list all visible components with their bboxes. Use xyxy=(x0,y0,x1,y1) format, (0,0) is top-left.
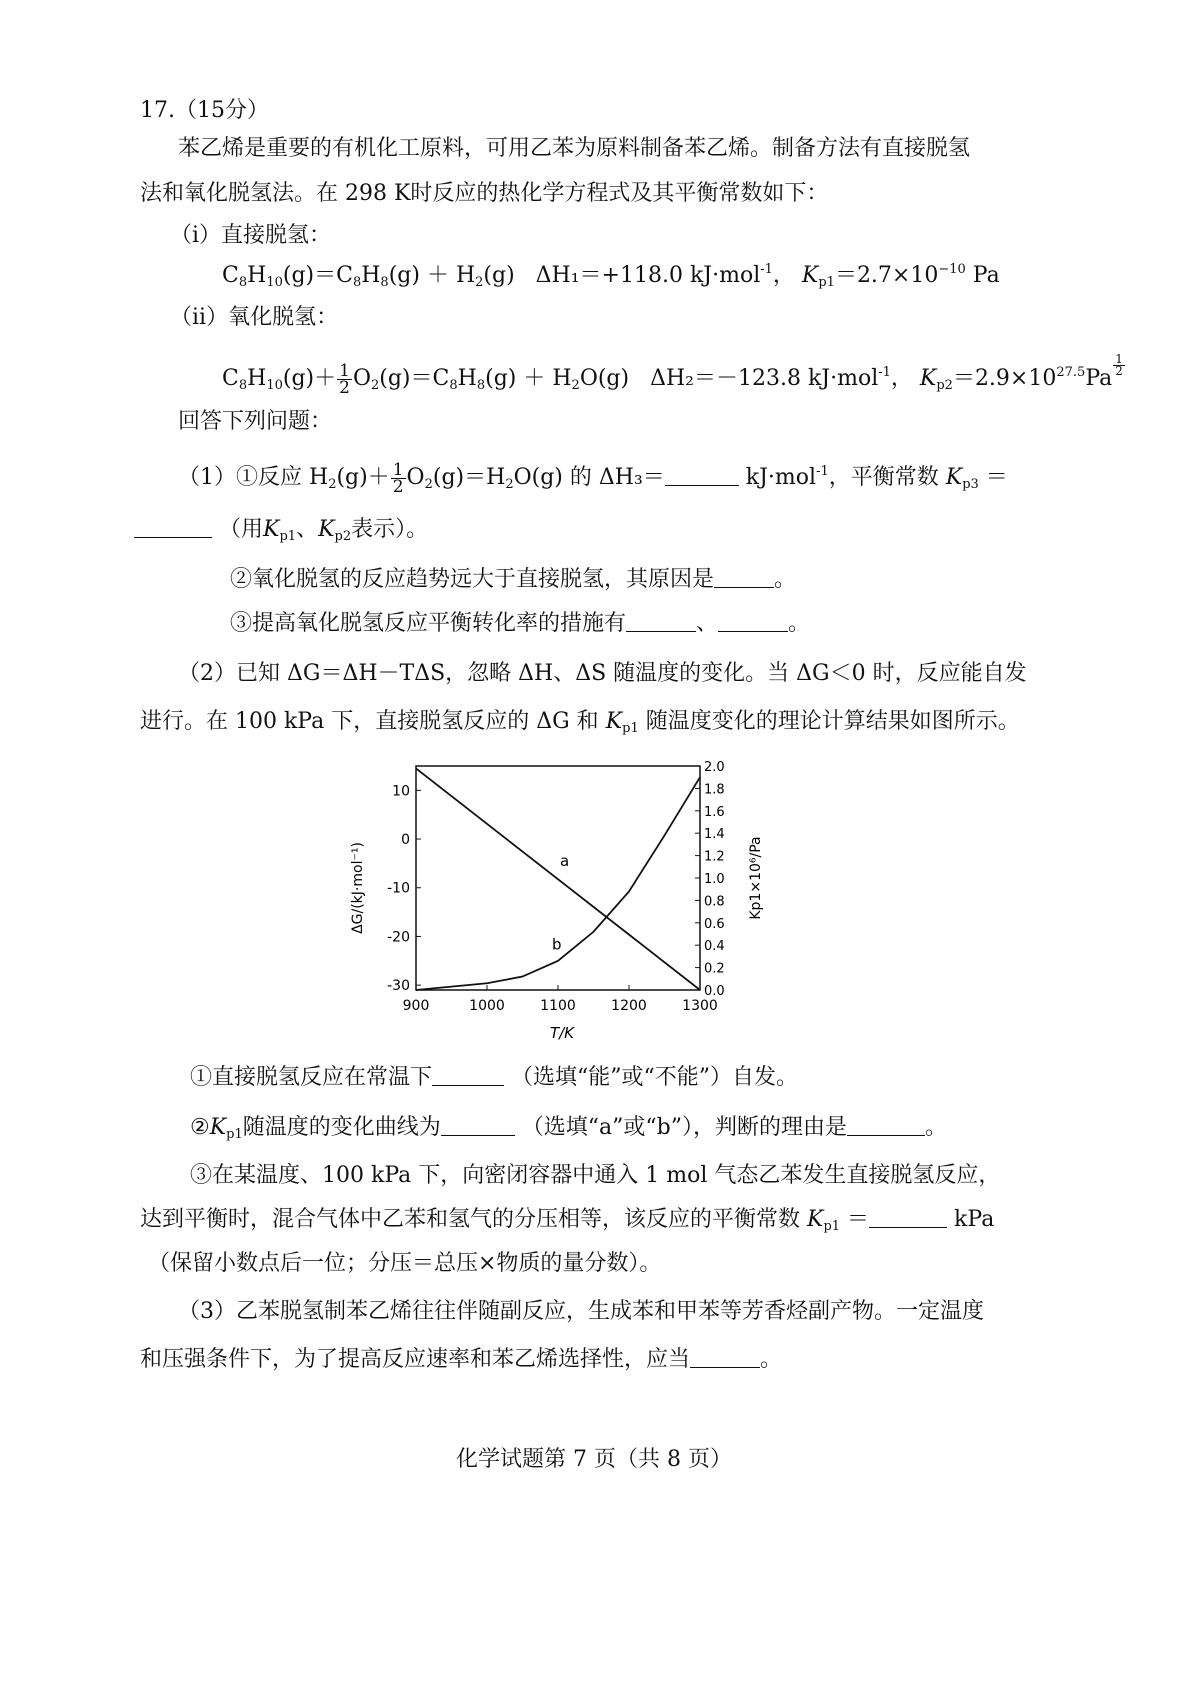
q2-b-text: 随温度的变化曲线为 xyxy=(242,1115,441,1140)
eq1-dh: ΔH₁＝+118.0 kJ·mol xyxy=(535,263,761,288)
q2-b-tail: （选填“a”或“b”），判断的理由是 xyxy=(521,1115,847,1140)
q1-line-3: ②氧化脱氢的反应趋势远大于直接脱氢，其原因是 。 xyxy=(230,567,797,592)
q3-2-text: 和压强条件下，为了提高反应速率和苯乙烯选择性，应当 xyxy=(140,1347,691,1372)
q1-tail: （用 xyxy=(219,517,264,542)
equation-ii: $C_8H_{10}(g)+$ $\frac{1}{2}$ $O_2(g)=C_8H_8(g) + H_2O(g)$ ΔH₂＝－123.8 kJ·mol$^{-1}$， $K_{p2}=2.9\times 10^{27.5}Pa$ $\frac{1}{2}$ xyxy=(222,352,1123,398)
answer-blank-dh3[interactable] xyxy=(665,465,739,486)
q2-a-text: ①直接脱氢反应在常温下 xyxy=(190,1065,433,1090)
q3-line-2: 和压强条件下，为了提高反应速率和苯乙烯选择性，应当 。 xyxy=(140,1347,783,1372)
eq2-unit: Pa xyxy=(1085,366,1113,391)
eq1-unit: Pa xyxy=(972,263,1000,288)
series-line-b xyxy=(416,777,700,990)
answer-blank-curve-reason[interactable] xyxy=(847,1115,925,1136)
answer-blank-curve[interactable] xyxy=(441,1115,515,1136)
q1-3-text: ③提高氧化脱氢反应平衡转化率的措施有 xyxy=(230,611,627,636)
right-tick-label: 1.4 xyxy=(704,827,725,843)
series-line-a xyxy=(416,768,700,990)
x-tick-label: 1200 xyxy=(611,998,647,1014)
q2-c2-unit: kPa xyxy=(954,1207,995,1232)
q2-2a: 进行。在 100 kPa 下，直接脱氢反应的 ΔG 和 xyxy=(140,709,599,734)
answer-blank-kp1[interactable] xyxy=(869,1207,947,1228)
left-tick-label: 0 xyxy=(401,832,410,849)
eq1-exp: −10 xyxy=(938,262,966,277)
x-tick-label: 1300 xyxy=(682,998,718,1014)
eq2-dh: ΔH₂＝－123.8 kJ·mol xyxy=(650,366,879,391)
x-axis-label: T/K xyxy=(549,1024,575,1042)
x-tick-label: 900 xyxy=(402,998,430,1014)
series-label-a: a xyxy=(560,851,570,870)
q1-unit: kJ·mol xyxy=(745,465,817,490)
q1-prefix: （1）①反应 xyxy=(178,465,302,490)
x-tick-label: 1100 xyxy=(540,998,576,1014)
right-axis-label: Kp1×10⁶/Pa xyxy=(748,836,764,920)
chart-series xyxy=(416,768,700,990)
q2-c-line-1: ③在某温度、100 kPa 下，向密闭容器中通入 1 mol 气态乙苯发生直接脱氢反应， xyxy=(190,1163,1001,1188)
q2-c2-text: 达到平衡时，混合气体中乙苯和氢气的分压相等，该反应的平衡常数 xyxy=(140,1207,801,1232)
right-tick-label: 1.2 xyxy=(704,849,725,865)
right-tick-label: 1.6 xyxy=(704,804,725,820)
eq2-k: ＝2.9×10 xyxy=(952,366,1057,391)
dg-kp1-chart xyxy=(340,748,780,1048)
right-tick-label: 0.2 xyxy=(704,961,725,977)
page-footer: 化学试题第 7 页（共 8 页） xyxy=(456,1447,732,1472)
q1-line-4: ③提高氧化脱氢反应平衡转化率的措施有 、 。 xyxy=(230,611,811,636)
q1-line-2: （用$K_{p1}$、$K_{p2}$表示）。 xyxy=(134,516,428,551)
right-tick-label: 2.0 xyxy=(704,760,725,775)
q1-tail2: 表示）。 xyxy=(351,517,429,542)
chart-ticks xyxy=(387,760,725,1014)
q3-line-1: （3）乙苯脱氢制苯乙烯往往伴随副反应，生成苯和甲苯等芳香烃副产物。一定温度 xyxy=(178,1299,984,1324)
right-tick-label: 1.0 xyxy=(704,872,725,887)
q2-c-line-3: （保留小数点后一位；分压＝总压×物质的量分数）。 xyxy=(148,1251,662,1276)
answer-blank-condition[interactable] xyxy=(690,1347,760,1368)
q2-line-2: 进行。在 100 kPa 下，直接脱氢反应的 ΔG 和 $K_{p1}$ 随温度变化的理论计算结果如图所示。 xyxy=(140,709,1020,736)
right-tick-label: 0.0 xyxy=(704,984,725,999)
q2-c-line-2: 达到平衡时，混合气体中乙苯和氢气的分压相等，该反应的平衡常数 $K_{p1}$ ＝ kPa xyxy=(140,1207,995,1234)
answer-blank-reason[interactable] xyxy=(714,567,774,588)
series-label-b: b xyxy=(552,935,562,954)
left-tick-label: -20 xyxy=(387,929,410,946)
answer-blank-kp3[interactable] xyxy=(134,517,212,538)
answer-prompt: 回答下列问题： xyxy=(178,409,333,434)
question-number: 17.（15分） xyxy=(140,98,269,123)
q2-a-tail: （选填“能”或“不能”）自发。 xyxy=(511,1065,799,1090)
answer-blank-measure-1[interactable] xyxy=(626,611,696,632)
equation-i: $C_8H_{10}(g)=C_8H_8(g) + H_2(g)$ ΔH₁＝+118.0 kJ·mol$^{-1}$， $K_{p1}=2.7\times 10^{-10}$ Pa xyxy=(222,262,1000,290)
intro-line-2: 法和氧化脱氢法。在 298 K时反应的热化学方程式及其平衡常数如下： xyxy=(140,181,829,206)
q2-a-line xyxy=(190,1064,798,1092)
q1-2-text: ②氧化脱氢的反应趋势远大于直接脱氢，其原因是 xyxy=(230,567,715,592)
q2-line-1: （2）已知 ΔG＝ΔH－TΔS，忽略 ΔH、ΔS 随温度的变化。当 ΔG＜0 时，反应能自发 xyxy=(178,661,1027,686)
left-tick-label: -30 xyxy=(387,978,410,995)
right-tick-label: 0.4 xyxy=(704,939,725,955)
answer-blank-spontaneous[interactable] xyxy=(432,1065,504,1086)
right-tick-label: 1.8 xyxy=(704,782,725,798)
q2-b-line: $②K_{p1}$随温度的变化曲线为 （选填“a”或“b”），判断的理由是 。 xyxy=(190,1115,947,1142)
label-oxidative: （ii）氧化脱氢： xyxy=(170,305,339,330)
x-tick-label: 1000 xyxy=(469,998,505,1014)
left-tick-label: -10 xyxy=(387,880,410,897)
q1-mid: 的 ΔH₃＝ xyxy=(569,465,665,490)
left-tick-label: 10 xyxy=(392,783,410,800)
label-direct: （i）直接脱氢： xyxy=(170,223,332,248)
eq1-k: ＝2.7×10 xyxy=(834,263,939,288)
right-tick-label: 0.6 xyxy=(704,916,725,932)
q1-kp: ，平衡常数 xyxy=(828,465,939,490)
q1-line-1: （1）①反应 $H_2(g)+$ $\frac{1}{2}$ $O_2(g)=H_2O(g)$ 的 ΔH₃＝ kJ·mol$^{-1}$，平衡常数 $K_{p3}$ ＝ xyxy=(178,459,1008,497)
right-tick-label: 0.8 xyxy=(704,894,725,910)
q2-2b: 随温度变化的理论计算结果如图所示。 xyxy=(645,709,1020,734)
answer-blank-measure-2[interactable] xyxy=(718,611,788,632)
left-axis-label: ΔG/(kJ·mol⁻¹) xyxy=(350,842,366,934)
intro-line-1: 苯乙烯是重要的有机化工原料，可用乙苯为原料制备苯乙烯。制备方法有直接脱氢 xyxy=(178,136,971,161)
eq2-exp: 27.5 xyxy=(1056,365,1086,380)
